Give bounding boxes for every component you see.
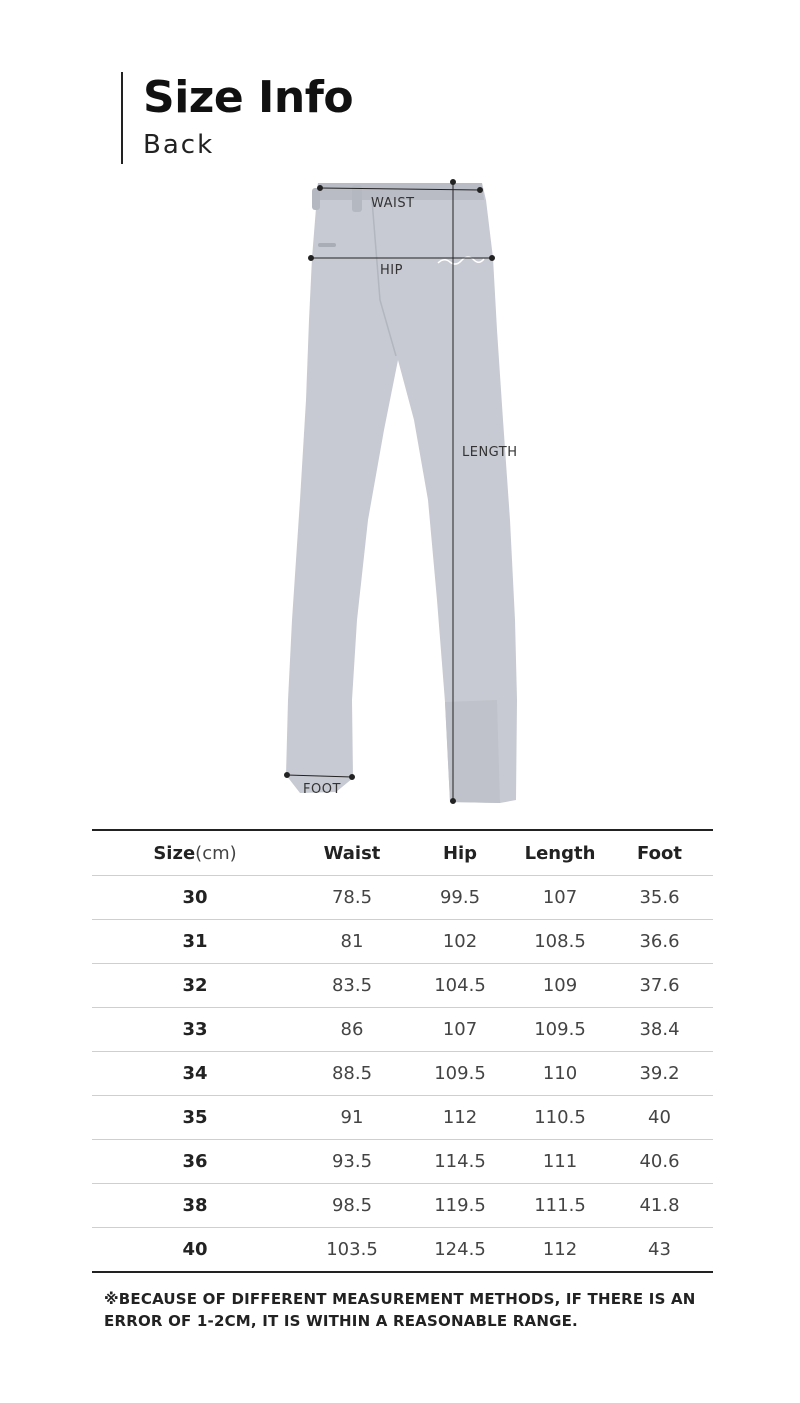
cell-length: 109.5 [514, 1008, 606, 1052]
cell-hip: 109.5 [406, 1052, 514, 1096]
cell-foot: 40.6 [606, 1140, 713, 1184]
cell-foot: 36.6 [606, 920, 713, 964]
table-row [92, 876, 713, 920]
col-header-foot: Foot [637, 842, 682, 864]
cell-waist: 83.5 [298, 964, 406, 1008]
waist-label: WAIST [371, 196, 415, 211]
cell-size: 38 [92, 1184, 298, 1228]
page-subtitle: Back [143, 130, 215, 160]
col-header-length: Length [524, 842, 596, 864]
table-row [92, 1184, 713, 1228]
cell-foot: 37.6 [606, 964, 713, 1008]
cell-size: 32 [92, 964, 298, 1008]
table-row [92, 920, 713, 964]
cell-length: 111 [514, 1140, 606, 1184]
col-header-size [92, 830, 298, 876]
cell-length: 111.5 [514, 1184, 606, 1228]
cell-waist: 88.5 [298, 1052, 406, 1096]
hip-dot [309, 256, 314, 261]
cell-hip: 107 [406, 1008, 514, 1052]
cell-size: 34 [92, 1052, 298, 1096]
table-row [92, 964, 713, 1008]
cell-waist: 98.5 [298, 1184, 406, 1228]
cell-hip: 99.5 [406, 876, 514, 920]
size-header-label: Size [153, 842, 196, 864]
waist-dot [478, 188, 483, 193]
length-dot [451, 799, 456, 804]
cell-size: 31 [92, 920, 298, 964]
table-row [92, 1228, 713, 1273]
cell-foot: 39.2 [606, 1052, 713, 1096]
cell-hip: 114.5 [406, 1140, 514, 1184]
table-row [92, 1008, 713, 1052]
length-dot [451, 180, 456, 185]
cell-size: 30 [92, 876, 298, 920]
length-label: LENGTH [462, 445, 518, 460]
cell-length: 110 [514, 1052, 606, 1096]
measurement-note: ※BECAUSE OF DIFFERENT MEASUREMENT METHODS, IF THERE IS AN ERROR OF 1-2CM, IT IS WITHIN A REASONABLE RANGE. [104, 1290, 696, 1330]
cell-foot: 40 [606, 1096, 713, 1140]
cell-size: 33 [92, 1008, 298, 1052]
cell-waist: 78.5 [298, 876, 406, 920]
cell-length: 112 [514, 1228, 606, 1273]
cell-length: 107 [514, 876, 606, 920]
cell-foot: 41.8 [606, 1184, 713, 1228]
foot-dot [285, 773, 290, 778]
cell-waist: 103.5 [298, 1228, 406, 1273]
hip-dot [490, 256, 495, 261]
cell-waist: 91 [298, 1096, 406, 1140]
cell-foot: 38.4 [606, 1008, 713, 1052]
belt-loop [312, 188, 320, 210]
waist-dot [318, 186, 323, 191]
page-title: Size Info [143, 72, 354, 123]
cell-length: 110.5 [514, 1096, 606, 1140]
cell-hip: 124.5 [406, 1228, 514, 1273]
cell-waist: 93.5 [298, 1140, 406, 1184]
cell-size: 35 [92, 1096, 298, 1140]
cell-hip: 112 [406, 1096, 514, 1140]
foot-label: FOOT [303, 782, 341, 797]
cell-hip: 104.5 [406, 964, 514, 1008]
cell-waist: 86 [298, 1008, 406, 1052]
cell-size: 36 [92, 1140, 298, 1184]
cell-waist: 81 [298, 920, 406, 964]
cell-length: 109 [514, 964, 606, 1008]
cell-foot: 43 [606, 1228, 713, 1273]
cell-foot: 35.6 [606, 876, 713, 920]
size-table [92, 829, 713, 1273]
hip-label: HIP [380, 263, 403, 278]
cell-length: 108.5 [514, 920, 606, 964]
table-row [92, 1096, 713, 1140]
table-header-row [92, 830, 713, 876]
back-pocket [318, 243, 336, 247]
table-row [92, 1140, 713, 1184]
cell-hip: 119.5 [406, 1184, 514, 1228]
foot-dot [350, 775, 355, 780]
table-row [92, 1052, 713, 1096]
cell-hip: 102 [406, 920, 514, 964]
col-header-waist: Waist [323, 842, 381, 864]
col-header-hip: Hip [442, 842, 478, 864]
belt-loop [352, 185, 362, 212]
cell-size: 40 [92, 1228, 298, 1273]
size-unit-label: (cm) [195, 842, 237, 864]
